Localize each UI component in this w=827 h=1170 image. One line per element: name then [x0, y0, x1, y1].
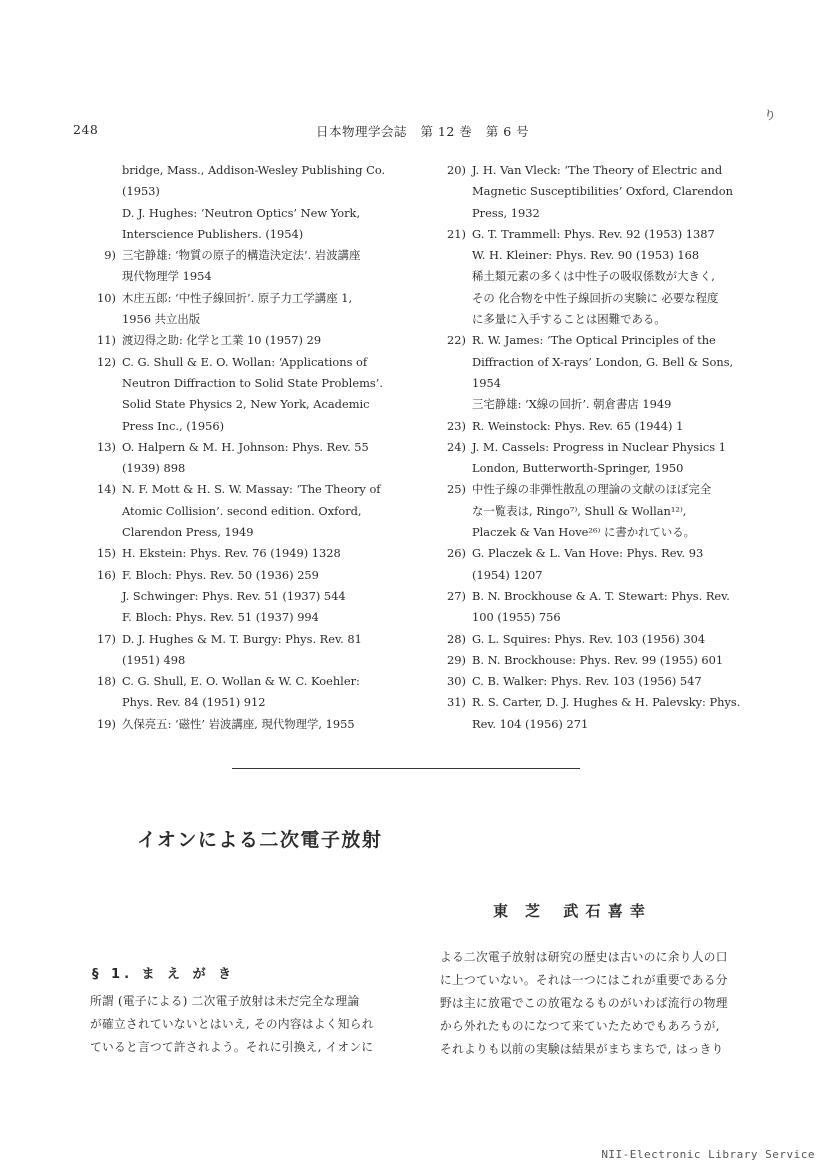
reference-number: 17) — [97, 631, 116, 646]
footer-credit: NII-Electronic Library Service — [601, 1148, 815, 1161]
reference-number: 14) — [97, 482, 116, 497]
reference-line: Interscience Publishers. (1954) — [122, 226, 304, 241]
reference-number: 21) — [447, 226, 466, 241]
body-line: ていると言つて許されよう。それに引換え, イオンに — [90, 1040, 374, 1054]
reference-item — [439, 437, 759, 480]
reference-item — [89, 437, 419, 480]
reference-line: 稀土類元素の多くは中性子の吸収係数が大きく, — [472, 269, 715, 284]
volume-label: 第 12 巻 — [420, 124, 473, 139]
reference-item — [89, 330, 419, 351]
reference-item — [89, 543, 419, 564]
reference-list-right — [439, 160, 759, 735]
reference-line: G. Placzek & L. Van Hove: Phys. Rev. 93 — [472, 546, 704, 561]
reference-line: R. S. Carter, D. J. Hughes & H. Palevsky: Phys. — [472, 695, 741, 710]
reference-line: Atomic Collision’. second edition. Oxford, — [122, 503, 362, 518]
reference-line: G. L. Squires: Phys. Rev. 103 (1956) 304 — [472, 631, 706, 646]
reference-line: R. W. James: ‘The Optical Principles of the — [472, 333, 716, 348]
author-affiliation: 東 芝 — [493, 902, 542, 920]
reference-line: Phys. Rev. 84 (1951) 912 — [122, 695, 266, 710]
reference-line: (1954) 1207 — [472, 567, 543, 582]
body-line: よる二次電子放射は研究の歴史は古いのに余り人の口 — [440, 950, 728, 964]
journal-name: 日本物理学会誌 — [316, 124, 408, 139]
reference-number: 20) — [447, 163, 466, 177]
section-divider — [232, 768, 580, 769]
reference-line: Clarendon Press, 1949 — [122, 525, 254, 540]
reference-line: Press, 1932 — [472, 205, 540, 220]
reference-number: 16) — [97, 567, 116, 582]
reference-line: J. M. Cassels: Progress in Nuclear Physics 1 — [472, 439, 727, 454]
reference-line: C. G. Shull, E. O. Wollan & W. C. Koehler: — [122, 674, 360, 689]
reference-line: 久保亮五: ‘磁性’ 岩波講座, 現代物理学, 1955 — [122, 716, 355, 731]
reference-line: J. H. Van Vleck: ‘The Theory of Electric and — [472, 163, 723, 177]
reference-number: 31) — [447, 695, 466, 710]
reference-line: 中性子線の非弾性散乱の理論の文献のほぼ完全 — [472, 482, 712, 497]
reference-line: H. Ekstein: Phys. Rev. 76 (1949) 1328 — [122, 546, 341, 561]
reference-item — [439, 543, 759, 586]
reference-number: 13) — [97, 439, 116, 454]
reference-line: 1954 — [472, 375, 501, 390]
body-line: が確立されていないとはいえ, その内容はよく知られ — [90, 1017, 374, 1031]
reference-item — [439, 671, 759, 692]
reference-line: な一覧表は, Ringo⁷⁾, Shull & Wollan¹²⁾, — [472, 503, 687, 518]
reference-number: 12) — [97, 354, 116, 369]
reference-item — [439, 416, 759, 437]
reference-item — [89, 203, 419, 246]
section-heading: § 1. ま え が き — [92, 967, 236, 982]
issue-label: 第 6 号 — [485, 124, 530, 139]
running-header — [316, 122, 529, 140]
reference-line: 三宅静雄: ‘物質の原子的構造決定法’. 岩波講座 — [122, 248, 361, 263]
reference-line: G. T. Trammell: Phys. Rev. 92 (1953) 1387 — [472, 226, 715, 241]
body-line: 野は主に放電でこの放電なるものがいわば流行の物理 — [440, 996, 728, 1010]
reference-number: 28) — [447, 631, 466, 646]
reference-line: B. N. Brockhouse: Phys. Rev. 99 (1955) 601 — [472, 652, 724, 667]
reference-line: その 化合物を中性子線回折の実験に 必要な程度 — [472, 290, 719, 305]
reference-number: 11) — [97, 333, 116, 348]
reference-line: London, Butterworth-Springer, 1950 — [472, 461, 684, 476]
reference-line: C. G. Shull & E. O. Wollan: ‘Applications of — [122, 354, 368, 369]
reference-number: 29) — [447, 652, 466, 667]
corner-mark: り — [764, 108, 777, 122]
reference-number: 15) — [97, 546, 116, 561]
reference-item — [89, 245, 419, 288]
reference-line: O. Halpern & M. H. Johnson: Phys. Rev. 55 — [122, 439, 369, 454]
reference-line: に多量に入手することは困難である。 — [472, 312, 666, 327]
reference-number: 19) — [97, 716, 116, 731]
body-line: 所謂 (電子による) 二次電子放射は未だ完全な理論 — [90, 994, 360, 1008]
reference-line: Solid State Physics 2, New York, Academic — [122, 397, 370, 412]
reference-line: 木庄五郎: ‘中性子線回折’. 原子力工学講座 1, — [122, 290, 353, 305]
reference-line: J. Schwinger: Phys. Rev. 51 (1937) 544 — [122, 588, 346, 603]
reference-line: C. B. Walker: Phys. Rev. 103 (1956) 547 — [472, 674, 702, 689]
reference-line: (1951) 498 — [122, 652, 186, 667]
reference-item — [89, 565, 419, 629]
reference-item — [439, 479, 759, 543]
reference-line: D. J. Hughes & M. T. Burgy: Phys. Rev. 81 — [122, 631, 362, 646]
reference-line: W. H. Kleiner: Phys. Rev. 90 (1953) 168 — [472, 248, 700, 263]
reference-list-left — [89, 160, 419, 735]
reference-line: 三宅静雄: ‘X線の回折’. 朝倉書店 1949 — [472, 397, 672, 412]
reference-line: 現代物理学 1954 — [122, 269, 212, 284]
reference-number: 30) — [447, 674, 466, 689]
reference-line: Press Inc., (1956) — [122, 418, 225, 433]
reference-number: 26) — [447, 546, 466, 561]
reference-line: 100 (1955) 756 — [472, 610, 561, 625]
reference-number: 27) — [447, 588, 466, 603]
reference-item — [89, 160, 419, 203]
reference-line: F. Bloch: Phys. Rev. 50 (1936) 259 — [122, 567, 319, 582]
reference-line: B. N. Brockhouse & A. T. Stewart: Phys. Rev. — [472, 588, 730, 603]
reference-number: 18) — [97, 674, 116, 689]
reference-line: Neutron Diffraction to Solid State Problems’. — [122, 375, 383, 390]
reference-line: Diffraction of X-rays’ London, G. Bell & Sons, — [472, 354, 734, 369]
reference-line: D. J. Hughes: ‘Neutron Optics’ New York, — [122, 205, 361, 220]
reference-line: Placzek & Van Hove²⁶⁾ に書かれている。 — [472, 525, 696, 540]
reference-item — [439, 629, 759, 650]
reference-line: bridge, Mass., Addison-Wesley Publishing Co. — [122, 163, 386, 177]
reference-item — [89, 671, 419, 714]
reference-item — [89, 479, 419, 543]
author-name: 武 石 喜 幸 — [563, 902, 646, 920]
reference-item — [89, 352, 419, 437]
reference-item — [89, 629, 419, 672]
reference-item — [89, 288, 419, 331]
reference-item — [439, 586, 759, 629]
reference-line: 渡辺得之助: 化学と工業 10 (1957) 29 — [122, 333, 322, 348]
reference-number: 25) — [447, 482, 466, 497]
reference-line: Rev. 104 (1956) 271 — [472, 716, 589, 731]
body-line: に上つていない。それは一つにはこれが重要である分 — [440, 973, 728, 987]
reference-line: R. Weinstock: Phys. Rev. 65 (1944) 1 — [472, 418, 684, 433]
reference-item — [439, 650, 759, 671]
reference-number: 10) — [97, 290, 116, 305]
reference-number: 24) — [447, 439, 466, 454]
body-text-right — [440, 946, 728, 1061]
reference-item — [439, 160, 759, 224]
reference-line: (1953) — [122, 184, 160, 199]
reference-item — [439, 692, 759, 735]
reference-line: Magnetic Susceptibilities’ Oxford, Clarendon — [472, 184, 733, 199]
reference-line: (1939) 898 — [122, 461, 186, 476]
body-text-left — [90, 990, 374, 1059]
page-number: 248 — [73, 122, 99, 137]
reference-number: 22) — [447, 333, 466, 348]
reference-item — [439, 224, 759, 330]
body-line: から外れたものになつて来ていたためでもあろうが, — [440, 1019, 720, 1033]
reference-line: F. Bloch: Phys. Rev. 51 (1937) 994 — [122, 610, 319, 625]
reference-item — [89, 714, 419, 735]
reference-item — [439, 330, 759, 415]
reference-line: N. F. Mott & H. S. W. Massay: ‘The Theory of — [122, 482, 381, 497]
author-line — [493, 900, 662, 921]
reference-number: 9) — [104, 248, 116, 263]
reference-number: 23) — [447, 418, 466, 433]
body-line: それよりも以前の実験は結果がまちまちで, はっきり — [440, 1042, 724, 1056]
article-title: イオンによる二次電子放射 — [137, 829, 383, 851]
reference-line: 1956 共立出版 — [122, 312, 201, 327]
